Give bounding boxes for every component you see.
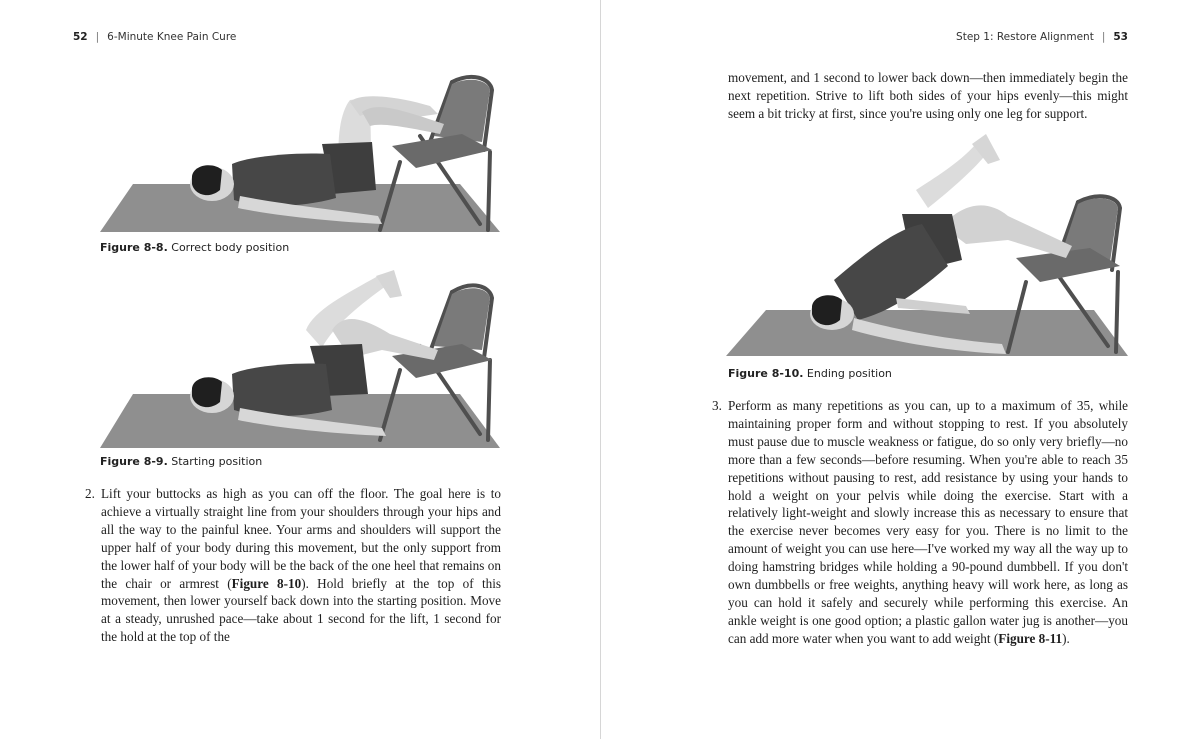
figure-8-9-label: Figure 8-9. (100, 455, 168, 468)
left-running-head-title: 6-Minute Knee Pain Cure (107, 31, 237, 43)
right-page (601, 0, 1200, 739)
step-3-number: 3. (712, 398, 722, 413)
step-2-text-before: Lift your buttocks as high as you can off the floor. The goal here is to achieve a virtually straight line from your shoulders through your hips and all the way to the painful knee. Your arms and shoulders will support the upper half of your body during this movement, but the only support from the lower half of your body will be the back of the one heel that remains on the chair or armrest ( (101, 486, 501, 591)
figure-8-10-reference: Figure 8-10 (231, 575, 302, 591)
exercise-mat (726, 310, 1128, 356)
figure-8-8-label: Figure 8-8. (100, 241, 168, 254)
right-running-head-title: Step 1: Restore Alignment (956, 31, 1094, 43)
step-2-number: 2. (85, 486, 95, 501)
left-page-number: 52 (73, 31, 88, 43)
figure-8-10-label: Figure 8-10. (728, 367, 804, 380)
figure-8-9-caption-text: Starting position (171, 455, 263, 468)
step-2-paragraph (85, 485, 502, 646)
left-running-head (73, 31, 236, 43)
step-3-text-before: Perform as many repetitions as you can, up to a maximum of 35, while maintaining proper form and without stopping to rest. If you absolutely must pause due to muscle weakness or fatigue, do so only very briefly—no more than a few seconds—before resuming. When you're able to reach 35 repetitions without pausing to rest, add resistance by using your hands to hold a weight on your pelvis while doing the exercise. Start with a relatively light-weight and slowly increase this as necessary to ensure that the exercise never becomes very easy for you. There is no limit to the amount of weight you can use here—I've worked my way all the way up to doing hamstring bridges while holding a 90-pound dumbbell. If you don't own dumbbells or free weights, anything heavy will work here, as long as you can hold it safely and securely while performing this exercise. An ankle weight is one good option; a plastic gallon water jug is another—you can add more water when you want to add weight ( (728, 398, 1128, 646)
figure-8-9-caption (100, 455, 262, 468)
step-3-text (728, 397, 1128, 648)
continued-paragraph (728, 69, 1128, 123)
continued-text: movement, and 1 second to lower back down—then immediately begin the next repetition. Strive to lift both sides of your hips evenly—this might seem a bit tricky at first, since you're using only one leg for support. (728, 70, 1128, 121)
figure-8-10-caption (728, 367, 892, 380)
step-3-text-after: ). (1062, 630, 1070, 646)
figure-8-9-photo (100, 266, 502, 452)
figure-8-8-caption (100, 241, 289, 254)
right-page-number: 53 (1113, 31, 1128, 43)
figure-8-8-photo (100, 72, 502, 236)
running-head-separator: | (95, 31, 100, 43)
figure-8-10-photo (726, 130, 1130, 364)
step-2-text (101, 485, 501, 646)
figure-8-8-caption-text: Correct body position (171, 241, 290, 254)
figure-8-11-reference: Figure 8-11 (998, 630, 1063, 646)
step-3-paragraph (712, 397, 1128, 648)
figure-8-10-caption-text: Ending position (806, 367, 892, 380)
running-head-separator: | (1101, 31, 1106, 43)
step-2-text-after: ). Hold briefly at the top of this movement, then lower yourself back down into the starting position. Move at a steady, unrushed pace—take about 1 second for the lift, 1 second for the hold at the top of the (101, 575, 502, 645)
right-running-head (956, 31, 1128, 43)
